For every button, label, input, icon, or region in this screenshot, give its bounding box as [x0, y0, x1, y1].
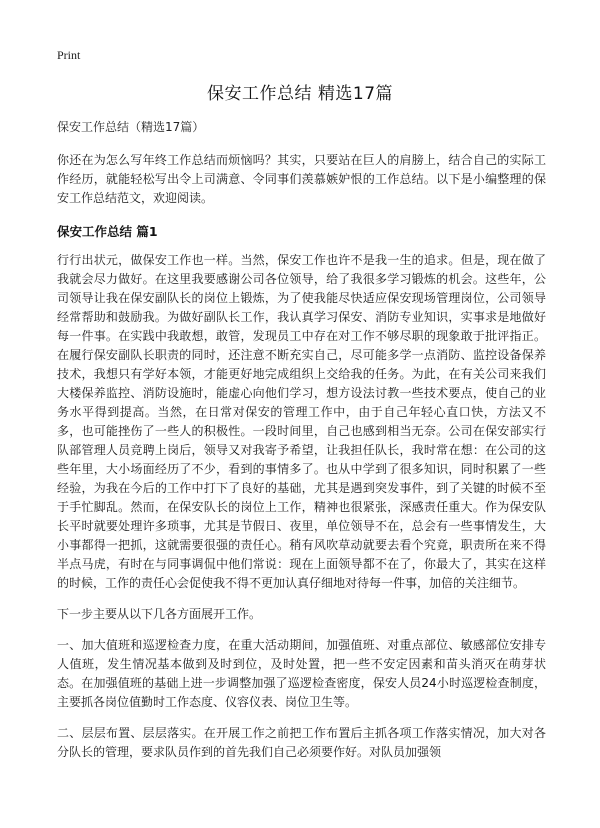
- page-title: 保安工作总结 精选17篇: [206, 84, 394, 104]
- article-body: [57, 118, 546, 774]
- intro-paragraph: 你还在为怎么写年终工作总结而烦恼吗？其实，只要站在巨人的肩膀上，结合自己的实际工作经历，就能轻松写出令上司满意、令同事们羡慕嫉妒恨的工作总结。以下是小编整理的保安工作总结范文，欢迎阅读。: [57, 153, 546, 205]
- body-paragraph-1: 行行出状元，做保安工作也一样。当然，保安工作也许不是我一生的追求。但是，现在做了我就会尽力做好。在这里我要感谢公司各位领导，给了我很多学习锻炼的机会。这些年，公司领导让我在保安副队长的岗位上锻炼，为了使我能尽快适应保安现场管理岗位，公司领导经常帮助和鼓励我。为做好副队长工作，我认真学习保安、消防专业知识，实事求是地做好每一件事。在实践中我敢想，敢管，发现员工中存在对工作不够尽职的现象敢于批评指正。在履行保安副队长职责的同时，还注意不断充实自己，尽可能多学一点消防、监控设备保养技术，我想只有学好本领，才能更好地完成组织上交给我的任务。为此，在有关公司来我们大楼保养监控、消防设施时，能虚心向他们学习，想方设法讨教一些技术要点，使自己的业务水平得到提高。当然，在日常对保安的管理工作中，由于自己年轻心直口快，方法又不多，也可能挫伤了一些人的积极性。一段时间里，自己也感到相当无奈。公司在保安部实行队部管理人员竞聘上岗后，领导又对我寄予希望，让我担任队长，我时常在想：在公司的这些年里，大小场面经历了不少，看到的事情多了。也从中学到了很多知识，同时积累了一些经验，为我在今后的工作中打下了良好的基础，尤其是遇到突发事件，到了关键的时候不至于手忙脚乱。然而，在保安队长的岗位上工作，精神也很紧张，深感责任重大。作为保安队长平时就要处理许多琐事，尤其是节假日、夜里，单位领导不在，总会有一些事情发生，大小事都得一把抓，这就需要很强的责任心。稍有风吹草动就要去看个究竟，职责所在来不得半点马虎，有时在与同事调侃中他们常说：现在上面领导都不在了，你最大了，其实在这样的时候，工作的责任心会促使我不得不更加认真仔细地对待每一件事，加倍的关注细节。: [57, 253, 546, 590]
- article-subtitle: 保安工作总结（精选17篇）: [57, 120, 205, 134]
- body-paragraph-3: 一、加大值班和巡逻检查力度，在重大活动期间，加强值班、对重点部位、敏感部位安排专人值班，发生情况基本做到及时到位，及时处置，把一些不安定因素和苗头消灭在萌芽状态。在加强值班的基础上进一步调整加强了巡逻检查密度，保安人员24小时巡逻检查制度，主要抓各岗位值勤时工作态度、仪容仪表、岗位卫生等。: [57, 638, 546, 709]
- body-paragraph-4: 二、层层布置、层层落实。在开展工作之前把工作布置后主抓各项工作落实情况，加大对各分队长的管理，要求队员作到的首先我们自己必须要作好。对队员加强领: [57, 726, 546, 759]
- section-heading: 保安工作总结 篇1: [57, 224, 158, 239]
- print-link[interactable]: Print: [57, 48, 81, 62]
- body-paragraph-2: 下一步主要从以下几各方面展开工作。: [57, 607, 262, 621]
